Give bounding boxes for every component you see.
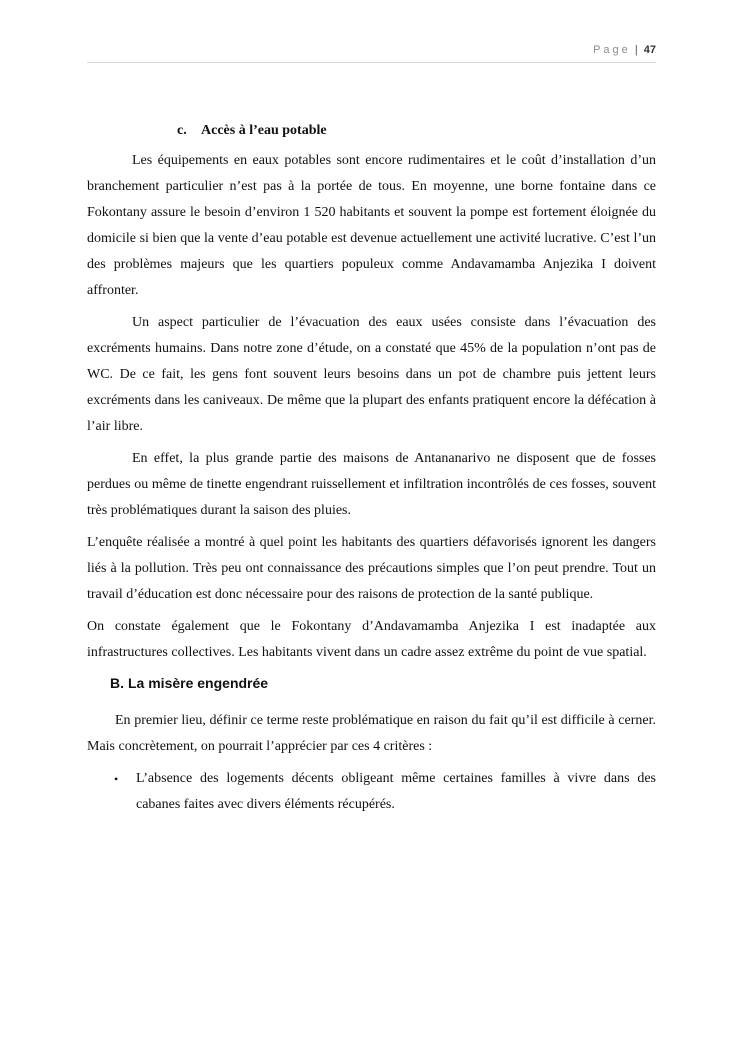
page-label: Page bbox=[593, 44, 631, 56]
paragraph-septic: En effet, la plus grande partie des maisons de Antananarivo ne disposent que de fosses perdues ou même de tinette engendrant ruissellement et infiltration incontrôlés de ces fosses, souvent très problématiques durant la saison des pluies. bbox=[87, 451, 656, 518]
page-separator: | bbox=[634, 44, 638, 56]
section-b-heading bbox=[110, 672, 656, 694]
section-c-letter: c. bbox=[177, 123, 187, 138]
paragraph-water-equipment: Les équipements en eaux potables sont encore rudimentaires et le coût d’installation d’un branchement particulier n’est pas à la portée de tous. En moyenne, une borne fontaine dans ce Fokontany assure le besoin d’environ 1 520 habitants et souvent la pompe est fortement éloignée du domicile si bien que la vente d’eau potable est devenue actuellement une activité lucrative. C’est l’un des problèmes majeurs que les quartiers populeux comme Andavamamba Anjezika I doivent affronter. bbox=[87, 153, 656, 298]
page-header bbox=[87, 44, 656, 63]
page-number: 47 bbox=[643, 44, 656, 56]
section-b-title: La misère engendrée bbox=[128, 675, 269, 691]
section-c-heading bbox=[177, 120, 656, 142]
list-item-text: L’absence des logements décents obligeant même certaines familles à vivre dans des cabanes faites avec divers éléments récupérés. bbox=[136, 771, 656, 812]
paragraph-wastewater: Un aspect particulier de l’évacuation des eaux usées consiste dans l’évacuation des excréments humains. Dans notre zone d’étude, on a constaté que 45% de la population n’ont pas de WC. De ce fait, les gens font souvent leurs besoins dans un pot de chambre puis jettent leurs excréments dans les caniveaux. De même que la plupart des enfants pratiquent encore la défécation à l’air libre. bbox=[87, 315, 656, 434]
section-c-title: Accès à l’eau potable bbox=[201, 123, 327, 138]
document-body bbox=[87, 120, 656, 818]
criteria-list bbox=[87, 766, 656, 818]
section-b-letter: B. bbox=[110, 675, 124, 691]
list-item bbox=[87, 766, 656, 818]
paragraph-survey: L’enquête réalisée a montré à quel point les habitants des quartiers défavorisés ignorent les dangers liés à la pollution. Très peu ont connaissance des précautions simples que l’on peut prendre. Tout un travail d’éducation est donc nécessaire pour des raisons de protection de la santé publique. bbox=[87, 535, 656, 602]
paragraph-misery-intro: En premier lieu, définir ce terme reste problématique en raison du fait qu’il est difficile à cerner. Mais concrètement, on pourrait l’apprécier par ces 4 critères : bbox=[87, 713, 656, 754]
bullet-icon: • bbox=[114, 772, 119, 786]
paragraph-infrastructure: On constate également que le Fokontany d’Andavamamba Anjezika I est inadaptée aux infrastructures collectives. Les habitants vivent dans un cadre assez extrême du point de vue spatial. bbox=[87, 619, 656, 660]
